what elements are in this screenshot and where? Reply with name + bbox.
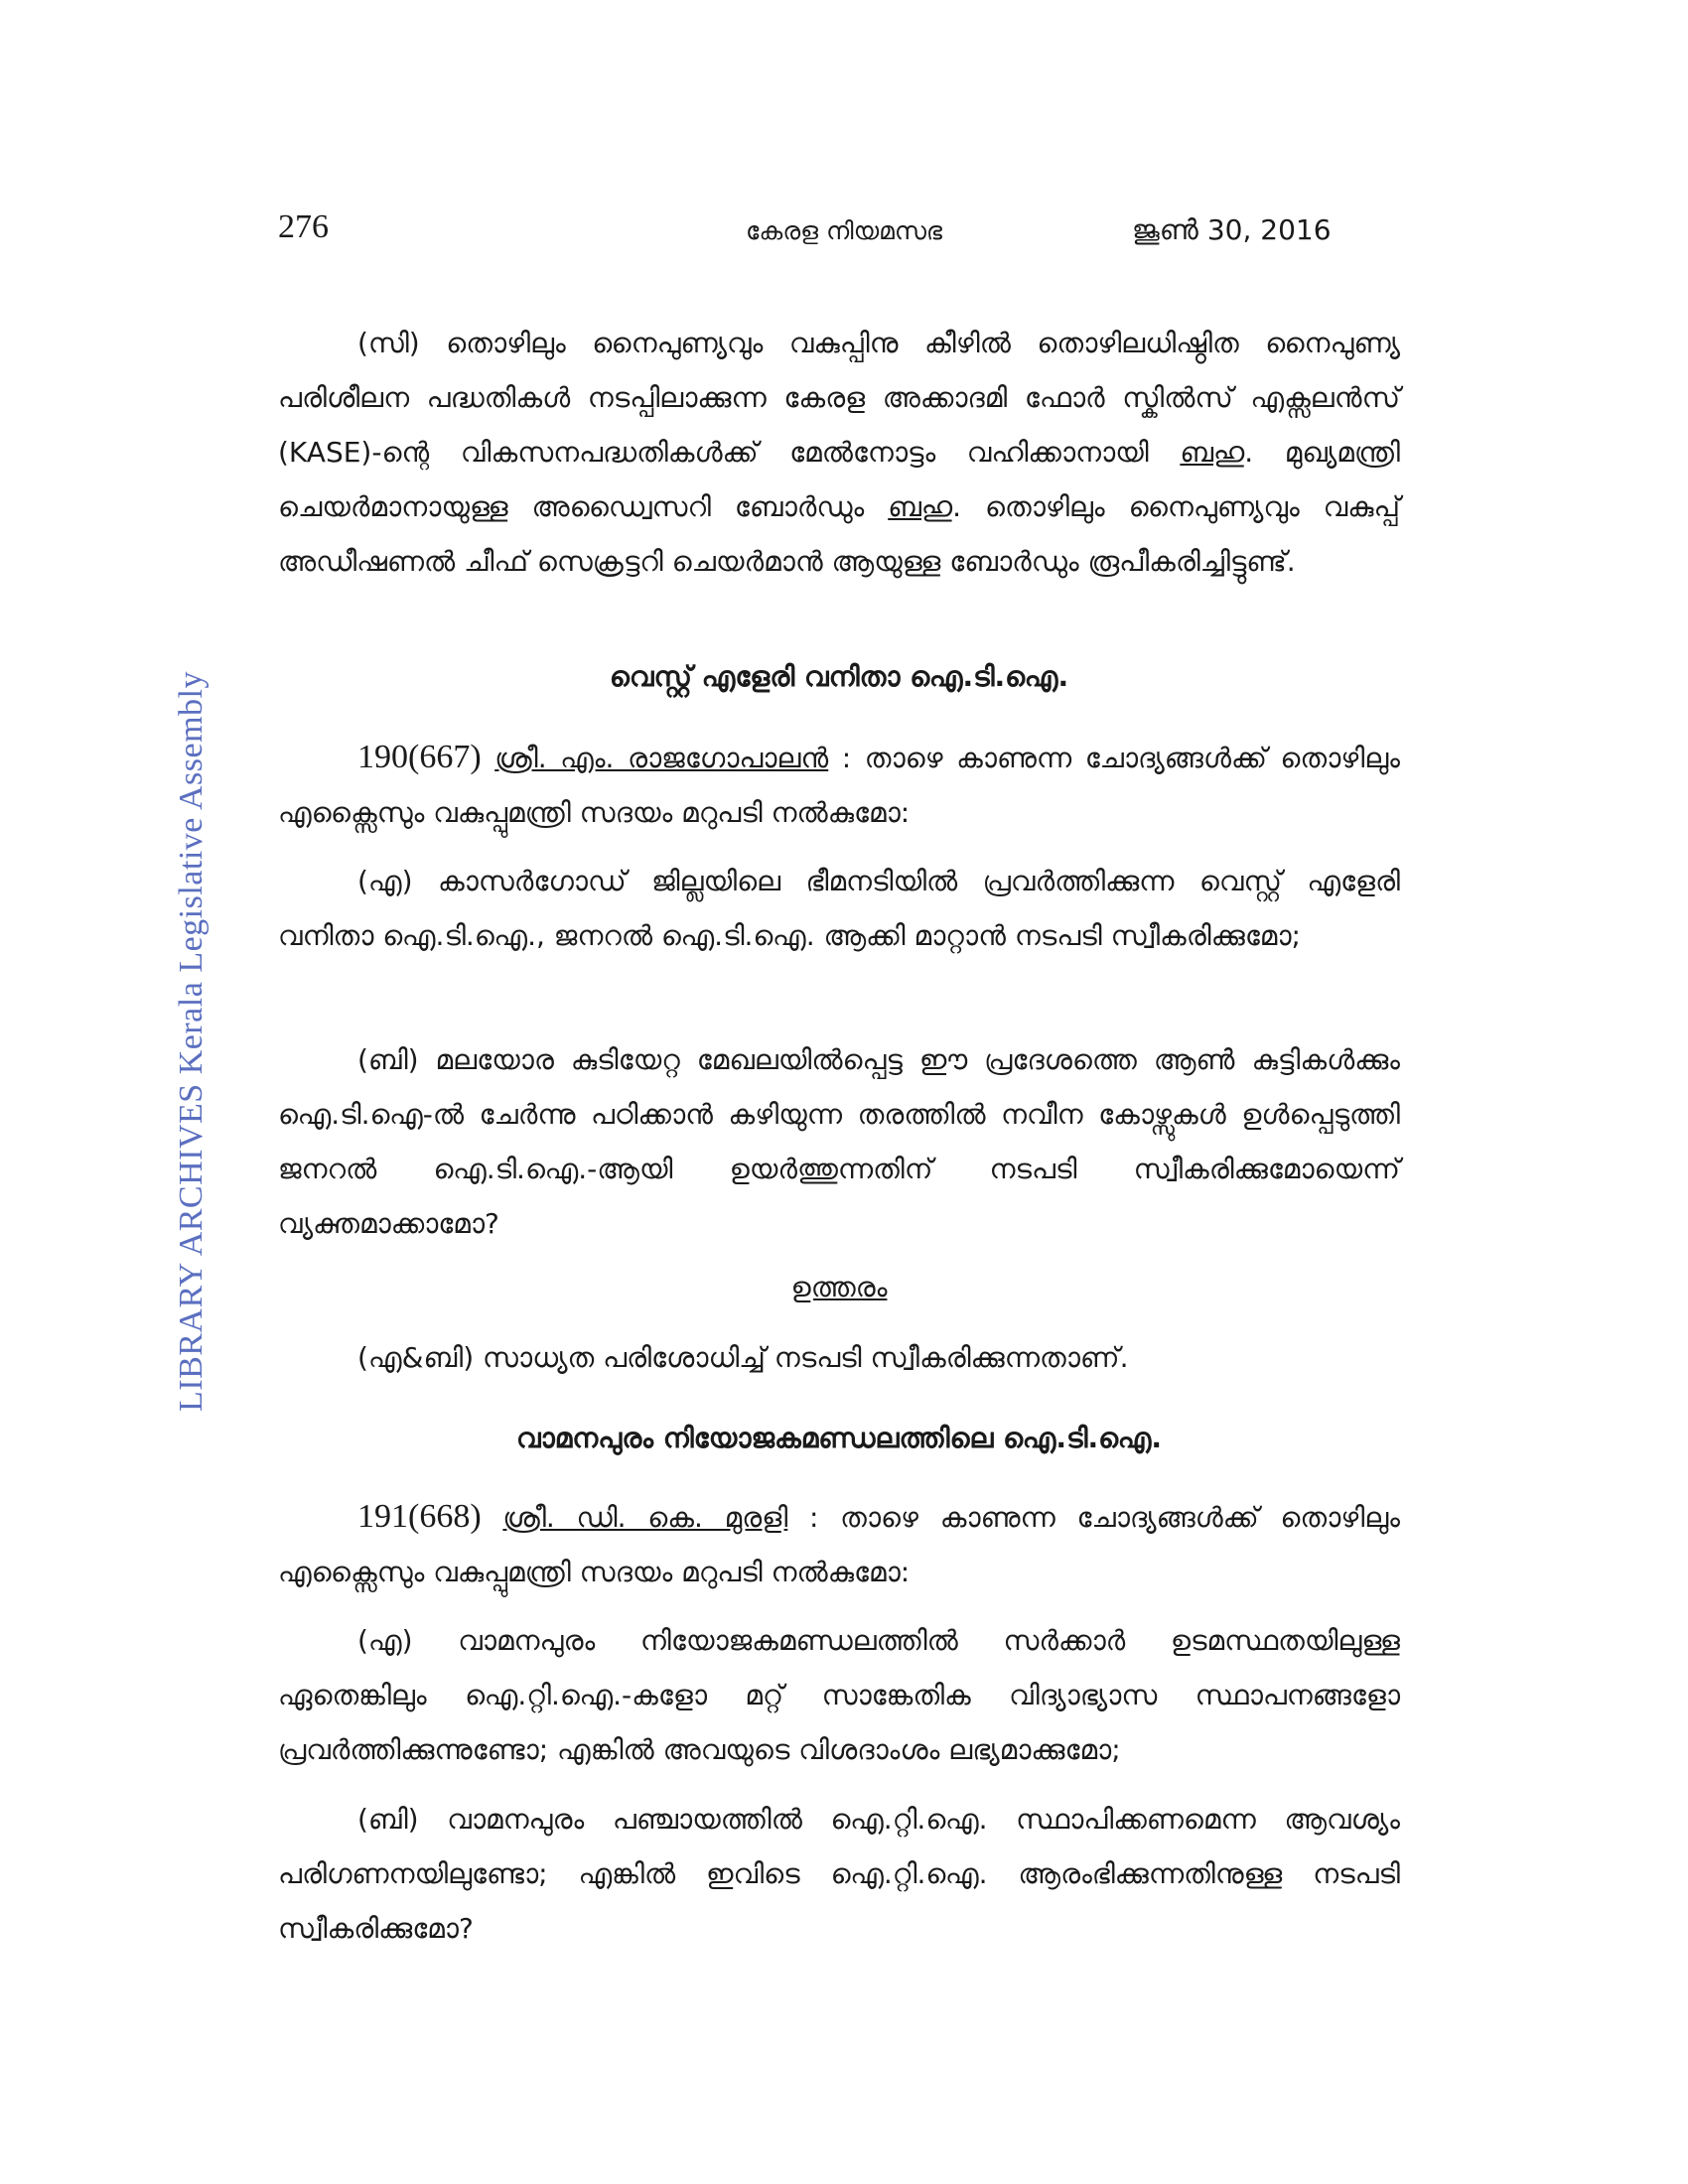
q191-member-name: ശ്രീ. ഡി. കെ. മുരളി [502,1501,788,1534]
q190-number: 190(667) [357,739,482,775]
q191-number: 191(668) [357,1498,482,1535]
q190-question [278,730,1400,840]
q190-heading: വെസ്റ്റ് എളേരി വനിതാ ഐ.ടി.ഐ. [609,660,1069,693]
q191-part-a: (എ) വാമനപുരം നിയോജകമണ്ഡലത്തിൽ സർക്കാർ ഉടമസ്ഥതയിലുള്ള ഏതെങ്കിലും ഐ.റ്റി.ഐ.-കളോ മറ്റ് സാങ്കേതിക വിദ്യാഭ്യാസ സ്ഥാപനങ്ങളോ പ്രവർത്തിക്കുന്നുണ്ടോ; എങ്കിൽ അവയുടെ വിശദാംശം ലഭ്യമാക്കുമോ; [278,1624,1400,1766]
q190-part-b-text-2: ന്നതിന് നടപടി സ്വീകരിക്കുമോയെന്ന് വ്യക്തമാക്കാമോ? [278,1153,1400,1240]
q190-answer-label: ഉത്തരം [790,1271,888,1303]
library-archives-watermark: LIBRARY ARCHIVES Kerala Legislative Assembly [173,671,210,1413]
intro-text-1: (സി) തൊഴിലും നൈപുണ്യവും വകുപ്പിനു കീഴിൽ തൊഴിലധിഷ്ഠിത നൈപുണ്യ പരിശീലന പദ്ധതികൾ നടപ്പിലാക്കുന്ന കേരള അക്കാദമി ഫോർ സ്കിൽസ് എക്സലൻസ് (KASE)-ന്റെ വികസനപദ്ധതികൾക്ക് മേൽനോട്ടം വഹിക്കാനായി [278,327,1400,469]
abbr-bahu-2: ബഹു [888,490,953,523]
q190-part-a: (എ) കാസർഗോഡ് ജില്ലയിലെ ഭീമനടിയിൽ പ്രവർത്തിക്കുന്ന വെസ്റ്റ് എളേരി വനിതാ ഐ.ടി.ഐ., ജനറൽ ഐ.ടി.ഐ. ആക്കി മാറ്റാൻ നടപടി സ്വീകരിക്കുമോ; [278,865,1400,952]
abbr-bahu-1: ബഹു [1180,436,1245,469]
q191-question [278,1489,1400,1599]
q190-prompt: : താഴെ കാണുന്ന ചോദ്യങ്ങൾക്ക് തൊഴിലും എക്സൈസും വകുപ്പുമന്ത്രി സദയം മറുപടി നൽകുമോ: [278,742,1400,829]
q190-answer: (എ&ബി) സാധ്യത പരിശോധിച്ച് നടപടി സ്വീകരിക്കുന്നതാണ്. [357,1341,1129,1374]
running-header-title: കേരള നിയമസഭ [746,216,942,245]
q191-part-b: (ബി) വാമനപുരം പഞ്ചായത്തിൽ ഐ.റ്റി.ഐ. സ്ഥാപിക്കണമെന്ന ആവശ്യം പരിഗണനയിലുണ്ടോ; എങ്കിൽ ഇവിടെ ഐ.റ്റി.ഐ. ആരംഭിക്കുന്നതിനുള്ള നടപടി സ്വീകരിക്കുമോ? [278,1803,1400,1945]
running-header-date: ജൂൺ 30, 2016 [1132,213,1332,246]
intro-text-3: . തൊഴിലും നൈപുണ്യവും വകുപ്പ് അഡീഷണൽ ചീഫ് സെക്രട്ടറി ചെയർമാൻ ആയുള്ള ബോർഡും രൂപീകരിച്ചിട്ടുണ്ട്. [278,490,1400,578]
q191-heading: വാമനപുരം നിയോജകമണ്ഡലത്തിലെ ഐ.ടി.ഐ. [515,1422,1163,1454]
intro-paragraph [278,316,1400,589]
page-number: 276 [278,208,329,245]
q190-part-b [278,1032,1400,1251]
q190-part-b-text-1: (ബി) മലയോര കുടിയേറ്റ മേഖലയിൽപ്പെട്ട ഈ പ്രദേശത്തെ ആൺ കുട്ടികൾക്കും ഐ.ടി.ഐ-ൽ ചേർന്നു പഠിക്കാൻ കഴിയുന്ന തരത്തിൽ നവീന കോഴ്സുകൾ ഉൾപ്പെടുത്തി ജനറൽ ഐ.ടി.ഐ.-ആയി ഉയർ [278,1043,1400,1185]
intro-text-2: . മുഖ്യമന്ത്രി ചെയർമാനായുള്ള അഡ്വൈസറി ബോർഡും [278,436,1400,523]
q190-member-name: ശ്രീ. എം. രാജഗോപാലൻ [494,742,829,774]
q190-part-b-underlined: ത്തു [796,1153,838,1185]
q191-prompt: : താഴെ കാണുന്ന ചോദ്യങ്ങൾക്ക് തൊഴിലും എക്സൈസും വകുപ്പുമന്ത്രി സദയം മറുപടി നൽകുമോ: [278,1501,1400,1588]
